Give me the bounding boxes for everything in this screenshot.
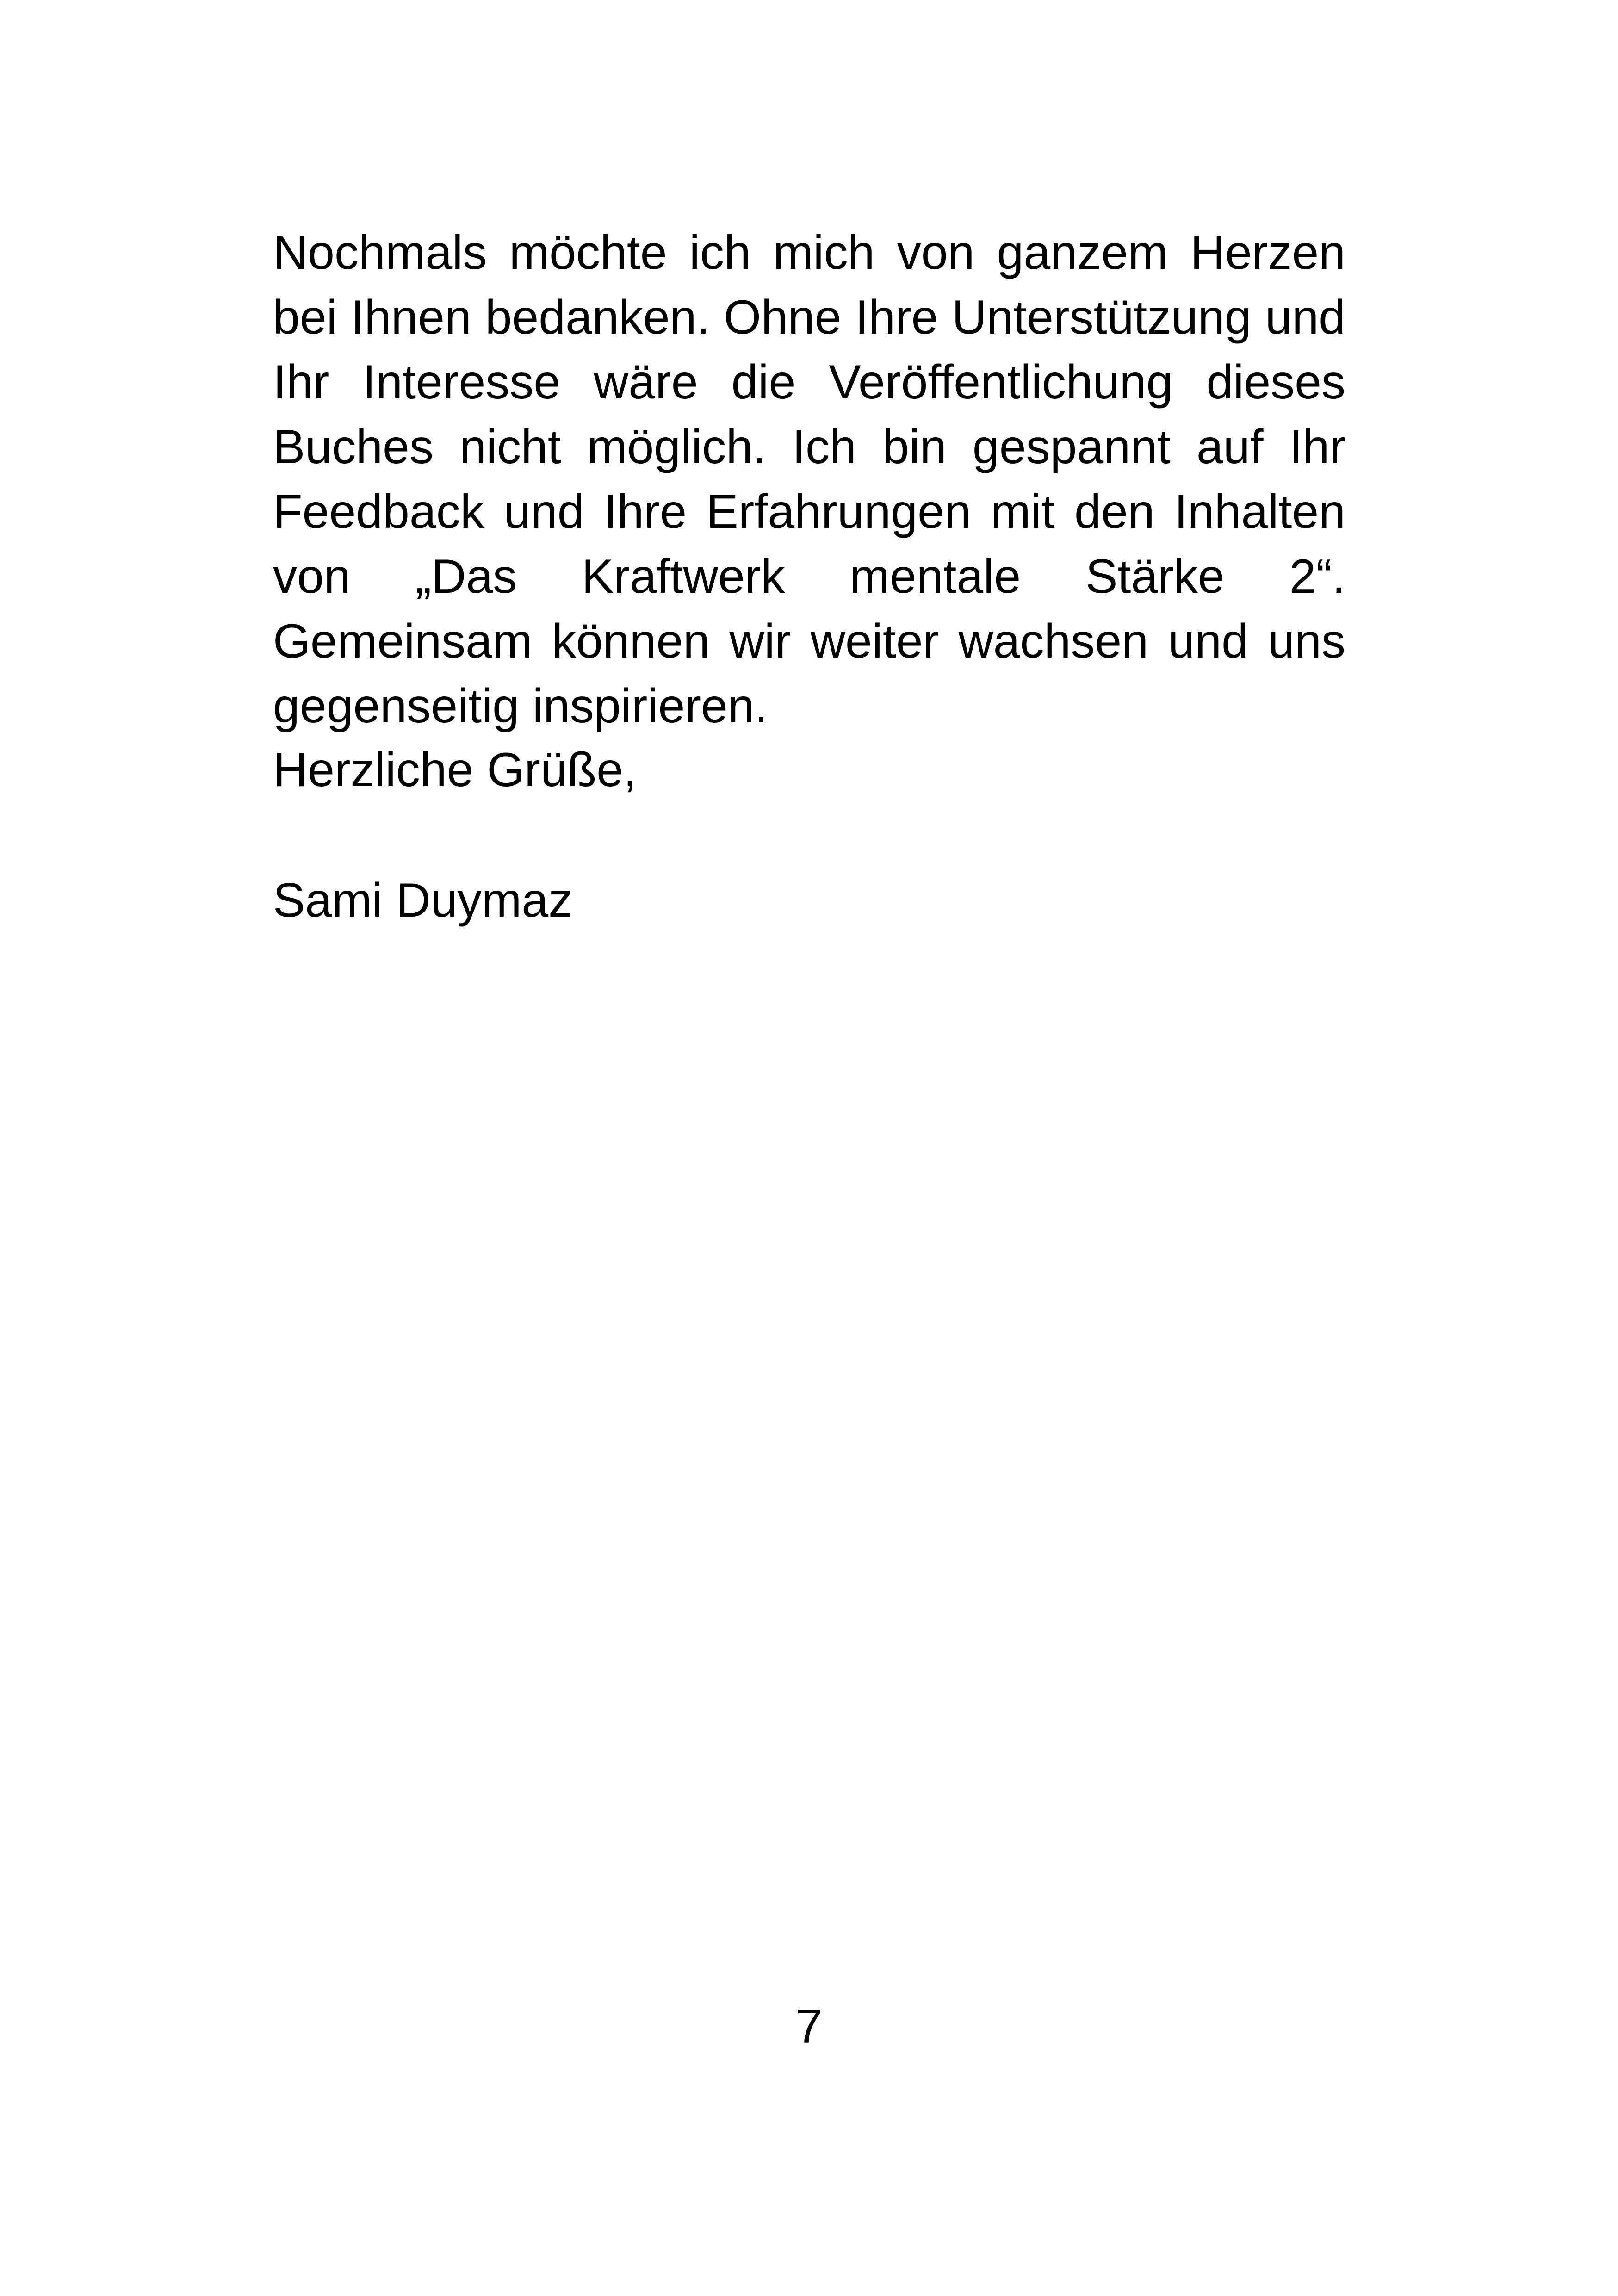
closing-line: Herzliche Grüße, xyxy=(273,743,637,797)
body-text-block xyxy=(273,220,1345,738)
body-paragraph: Nochmals möchte ich mich von ganzem Herzen bei Ihnen bedanken. Ohne Ihre Unterstützung und Ihr Interesse wäre die Veröffentlichung dieses Buches nicht möglich. Ich bin gespannt auf Ihr Feedback und Ihre Erfahrungen mit den Inhalten von „Das Kraftwerk mentale Stärke 2“. Gemeinsam können wir weiter wachsen und uns gegenseitig inspirieren. xyxy=(273,226,1345,733)
page-number: 7 xyxy=(795,2000,823,2054)
author-signature: Sami Duymaz xyxy=(273,874,573,927)
